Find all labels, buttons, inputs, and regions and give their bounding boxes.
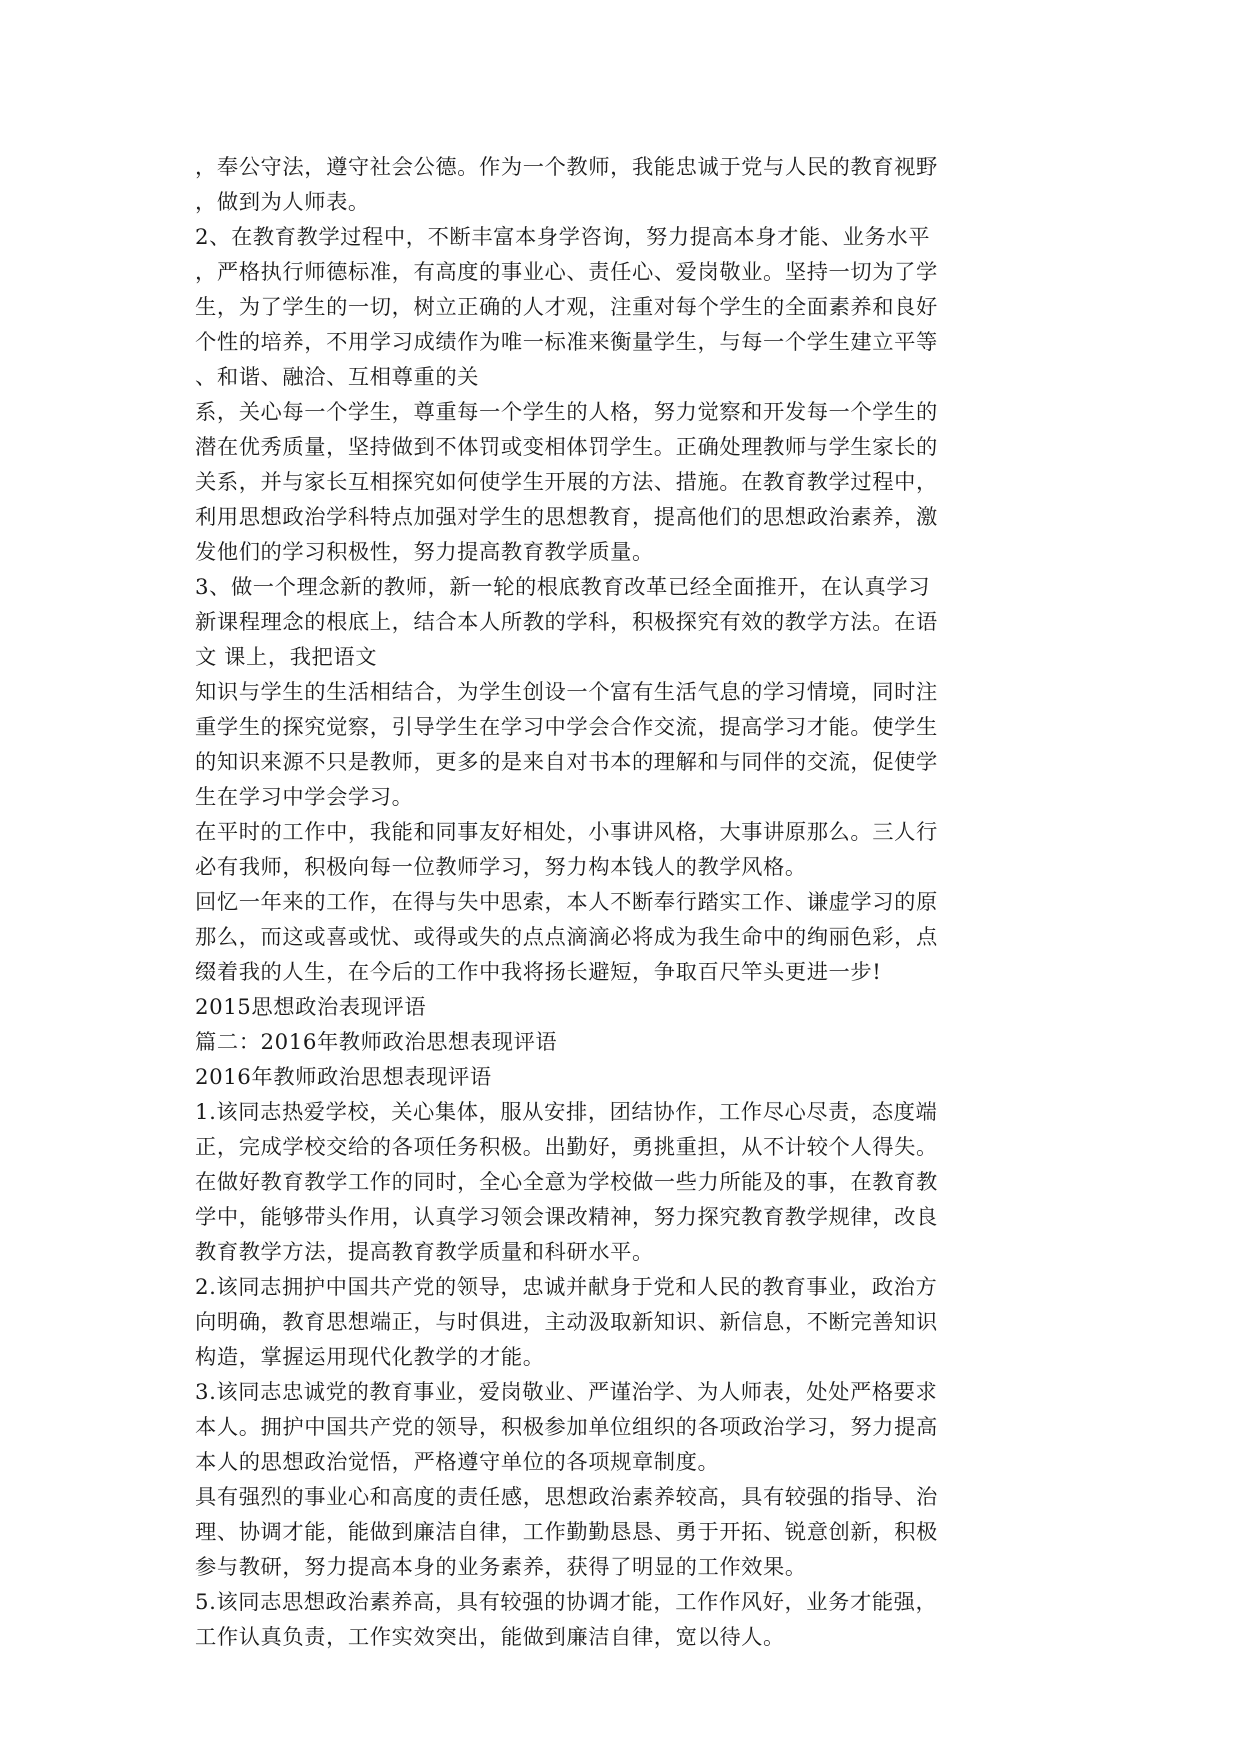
text-line: 3.该同志忠诚党的教育事业，爱岗敬业、严谨治学、为人师表，处处严格要求 — [195, 1380, 938, 1405]
heading-line: 篇二：2016年教师政治思想表现评语 — [195, 1030, 558, 1055]
document-body — [195, 150, 1055, 1655]
text-line: 新课程理念的根底上，结合本人所教的学科，积极探究有效的教学方法。在语 — [195, 610, 938, 635]
text-line: 在做好教育教学工作的同时，全心全意为学校做一些力所能及的事，在教育教 — [195, 1170, 938, 1195]
text-line: ，严格执行师德标准，有高度的事业心、责任心、爱岗敬业。坚持一切为了学 — [195, 260, 938, 285]
text-line: 理、协调才能，能做到廉洁自律，工作勤勤恳恳、勇于开拓、锐意创新，积极 — [195, 1520, 938, 1545]
text-line: 潜在优秀质量，坚持做到不体罚或变相体罚学生。正确处理教师与学生家长的 — [195, 435, 938, 460]
text-line: 生，为了学生的一切，树立正确的人才观，注重对每个学生的全面素养和良好 — [195, 295, 938, 320]
text-line: 那么，而这或喜或忧、或得或失的点点滴滴必将成为我生命中的绚丽色彩，点 — [195, 925, 938, 950]
text-line: 本人。拥护中国共产党的领导，积极参加单位组织的各项政治学习，努力提高 — [195, 1415, 938, 1440]
text-line: 生在学习中学会学习。 — [195, 785, 414, 810]
text-line: 回忆一年来的工作，在得与失中思索，本人不断奉行踏实工作、谦虚学习的原 — [195, 890, 938, 915]
text-line: 2.该同志拥护中国共产党的领导，忠诚并献身于党和人民的教育事业，政治方 — [195, 1275, 938, 1300]
text-line: 关系，并与家长互相探究如何使学生开展的方法、措施。在教育教学过程中， — [195, 470, 938, 495]
text-line: 利用思想政治学科特点加强对学生的思想教育，提高他们的思想政治素养，激 — [195, 505, 938, 530]
text-line: 、和谐、融洽、互相尊重的关 — [195, 365, 480, 390]
text-line: 构造，掌握运用现代化教学的才能。 — [195, 1345, 545, 1370]
text-line: 发他们的学习积极性，努力提高教育教学质量。 — [195, 540, 654, 565]
text-line: 工作认真负责，工作实效突出，能做到廉洁自律，宽以待人。 — [195, 1625, 785, 1650]
text-line: 参与教研，努力提高本身的业务素养，获得了明显的工作效果。 — [195, 1555, 807, 1580]
text-line: 缀着我的人生，在今后的工作中我将扬长避短，争取百尺竿头更进一步! — [195, 960, 882, 985]
text-line: ，做到为人师表。 — [195, 190, 370, 215]
heading-line: 2015思想政治表现评语 — [195, 995, 427, 1020]
text-line: 3、做一个理念新的教师，新一轮的根底教育改革已经全面推开，在认真学习 — [195, 575, 931, 600]
text-line: 系，关心每一个学生，尊重每一个学生的人格，努力觉察和开发每一个学生的 — [195, 400, 938, 425]
text-line: 的知识来源不只是教师，更多的是来自对书本的理解和与同伴的交流，促使学 — [195, 750, 938, 775]
text-line: 教育教学方法，提高教育教学质量和科研水平。 — [195, 1240, 654, 1265]
text-line: 1.该同志热爱学校，关心集体，服从安排，团结协作，工作尽心尽责，态度端 — [195, 1100, 938, 1125]
text-line: 个性的培养，不用学习成绩作为唯一标准来衡量学生，与每一个学生建立平等 — [195, 330, 938, 355]
text-line: 向明确，教育思想端正，与时俱进，主动汲取新知识、新信息，不断完善知识 — [195, 1310, 938, 1335]
text-line: 知识与学生的生活相结合，为学生创设一个富有生活气息的学习情境，同时注 — [195, 680, 938, 705]
text-line: 重学生的探究觉察，引导学生在学习中学会合作交流，提高学习才能。使学生 — [195, 715, 938, 740]
text-line: 必有我师，积极向每一位教师学习，努力构本钱人的教学风格。 — [195, 855, 807, 880]
heading-line: 2016年教师政治思想表现评语 — [195, 1065, 492, 1090]
text-line: 正，完成学校交给的各项任务积极。出勤好，勇挑重担，从不计较个人得失。 — [195, 1135, 938, 1160]
text-line: 学中，能够带头作用，认真学习领会课改精神，努力探究教育教学规律，改良 — [195, 1205, 938, 1230]
text-line: 具有强烈的事业心和高度的责任感，思想政治素养较高，具有较强的指导、治 — [195, 1485, 938, 1510]
text-line: 2、在教育教学过程中，不断丰富本身学咨询，努力提高本身才能、业务水平 — [195, 225, 931, 250]
text-line: 5.该同志思想政治素养高，具有较强的协调才能，工作作风好，业务才能强， — [195, 1590, 938, 1615]
text-line: 在平时的工作中，我能和同事友好相处，小事讲风格，大事讲原那么。三人行 — [195, 820, 938, 845]
text-line: 本人的思想政治觉悟，严格遵守单位的各项规章制度。 — [195, 1450, 720, 1475]
text-line: ，奉公守法，遵守社会公德。作为一个教师，我能忠诚于党与人民的教育视野 — [195, 155, 938, 180]
text-line: 文 课上，我把语文 — [195, 645, 378, 670]
